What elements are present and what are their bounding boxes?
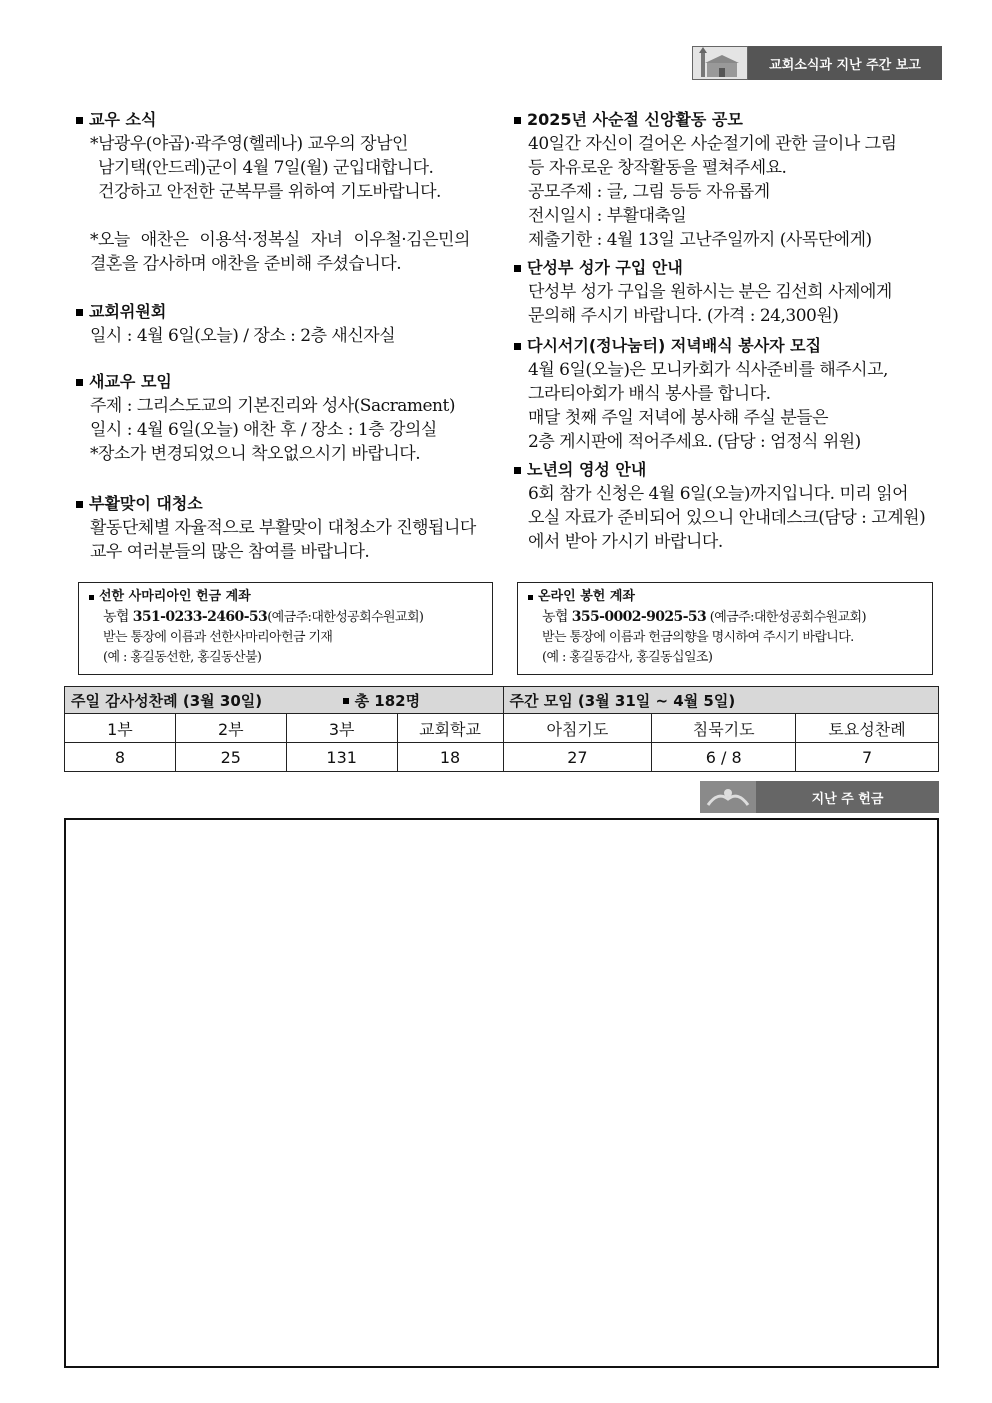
news-section-newcomer	[76, 370, 501, 466]
news-section-committee	[76, 300, 501, 348]
table-cell: 2부	[175, 714, 286, 743]
table-cell: 아침기도	[503, 714, 652, 743]
news-line: 전시일시 : 부활대축일	[528, 206, 687, 226]
table-row	[65, 714, 939, 743]
news-line: *장소가 변경되었으니 착오없으시기 바랍니다.	[90, 444, 421, 464]
table-cell: 7	[796, 743, 939, 772]
bullet-icon	[514, 117, 521, 124]
bullet-icon	[514, 343, 521, 350]
news-section-lent-contest	[514, 108, 939, 252]
table-cell: 토요성찬례	[796, 714, 939, 743]
news-section-hymnal	[514, 256, 939, 328]
news-line: 결혼을 감사하며 애찬을 준비해 주셨습니다.	[90, 254, 402, 274]
bullet-icon	[76, 309, 83, 316]
section-title: 교회소식과 지난 주간 보고	[748, 46, 942, 80]
box-line: (예 : 홍길동선한, 홍길동산불)	[103, 650, 262, 665]
box-line: (예 : 홍길동감사, 홍길동십일조)	[542, 650, 713, 665]
bullet-icon	[514, 265, 521, 272]
news-line: 그라티아회가 배식 봉사를 합니다.	[528, 384, 771, 404]
news-line: 6회 참가 신청은 4월 6일(오늘)까지입니다. 미리 읽어	[528, 484, 909, 504]
section-banner	[692, 46, 942, 80]
box-line: 받는 통장에 이름과 선한사마리아헌금 기재	[103, 630, 333, 645]
news-section-cleaning	[76, 492, 501, 564]
news-line: 일시 : 4월 6일(오늘) / 장소 : 2층 새신자실	[90, 326, 396, 346]
table-cell: 6 / 8	[652, 743, 796, 772]
account-number: 351-0233-2460-53	[132, 609, 268, 625]
table-cell: 25	[175, 743, 286, 772]
news-line: 교우 여러분들의 많은 참여를 바랍니다.	[90, 542, 370, 562]
section-heading: 다시서기(정나눔터) 저녁배식 봉사자 모집	[527, 336, 822, 355]
account-number: 355-0002-9025-53	[571, 609, 707, 625]
samaritan-account-box	[78, 582, 493, 675]
table-cell: 18	[397, 743, 503, 772]
news-line: 등 자유로운 창작활동을 펼쳐주세요.	[528, 158, 787, 178]
bank-name: 농협	[103, 609, 129, 625]
attendance-table	[64, 686, 939, 772]
table-cell: 131	[286, 743, 397, 772]
section-heading: 새교우 모임	[89, 372, 172, 391]
table-header-row	[65, 687, 939, 714]
news-line: 4월 6일(오늘)은 모니카회가 식사준비를 해주시고,	[528, 360, 888, 380]
weekly-meeting-title: 주간 모임 (3월 31일 ~ 4월 5일)	[503, 687, 939, 714]
church-image	[692, 46, 748, 80]
news-line: 문의해 주시기 바랍니다. (가격 : 24,300원)	[528, 306, 839, 326]
news-line: 에서 받아 가시기 바랍니다.	[528, 532, 723, 552]
offering-title: 지난 주 헌금	[756, 781, 939, 813]
news-line: 남기택(안드레)군이 4월 7일(월) 군입대합니다.	[98, 158, 434, 178]
news-line: 2층 게시판에 적어주세요. (담당 : 엄정식 위원)	[528, 432, 861, 452]
sunday-service-title: 주일 감사성찬례 (3월 30일)	[71, 691, 263, 710]
bullet-icon	[76, 501, 83, 508]
section-heading: 노년의 영성 안내	[527, 460, 647, 479]
section-heading: 교회위원회	[89, 302, 167, 321]
table-cell: 27	[503, 743, 652, 772]
table-cell: 3부	[286, 714, 397, 743]
total-count: 총 182명	[354, 691, 421, 710]
news-line: 건강하고 안전한 군복무를 위하여 기도바랍니다.	[98, 182, 441, 202]
news-line: 40일간 자신이 걸어온 사순절기에 관한 글이나 그림	[528, 134, 897, 154]
news-line	[76, 204, 501, 228]
bullet-icon	[76, 379, 83, 386]
news-line: 매달 첫째 주일 저녁에 봉사해 주실 분들은	[528, 408, 829, 428]
news-section-spirituality	[514, 458, 939, 554]
bullet-icon	[89, 595, 94, 600]
news-line: *오늘 애찬은 이용석·정복실 자녀 이우철·김은민의	[90, 230, 470, 250]
news-line: 공모주제 : 글, 그림 등등 자유롭게	[528, 182, 770, 202]
table-cell: 침묵기도	[652, 714, 796, 743]
table-cell: 교회학교	[397, 714, 503, 743]
section-heading: 교우 소식	[89, 110, 157, 129]
section-heading: 부활맞이 대청소	[89, 494, 203, 513]
news-line: *남광우(야곱)·곽주영(헬레나) 교우의 장남인	[90, 134, 408, 154]
table-cell: 1부	[65, 714, 176, 743]
bullet-icon	[528, 595, 533, 600]
news-section-volunteer	[514, 334, 939, 454]
news-line: 활동단체별 자율적으로 부활맞이 대청소가 진행됩니다	[90, 518, 476, 538]
account-holder: (예금주:대한성공회수원교회)	[267, 610, 424, 625]
bullet-icon	[343, 698, 349, 704]
offering-hands-icon	[700, 781, 756, 813]
left-column	[76, 108, 501, 564]
offering-area	[64, 818, 939, 1368]
bullet-icon	[514, 467, 521, 474]
right-column	[514, 108, 939, 554]
online-offering-box	[517, 582, 933, 675]
bullet-icon	[76, 117, 83, 124]
offering-banner	[700, 781, 939, 813]
account-holder: (예금주:대한성공회수원교회)	[706, 610, 866, 625]
news-line: 제출기한 : 4월 13일 고난주일까지 (사목단에게)	[528, 230, 872, 250]
bank-name: 농협	[542, 609, 568, 625]
news-line: 단성부 성가 구입을 원하시는 분은 김선희 사제에게	[528, 282, 892, 302]
section-heading: 단성부 성가 구입 안내	[527, 258, 683, 277]
table-row	[65, 743, 939, 772]
section-heading: 2025년 사순절 신앙활동 공모	[527, 110, 743, 129]
news-line: 오실 자료가 준비되어 있으니 안내데스크(담당 : 고계원)	[528, 508, 926, 528]
box-title: 온라인 봉헌 계좌	[538, 589, 635, 604]
news-line: 주제 : 그리스도교의 기본진리와 성사(Sacrament)	[90, 396, 455, 416]
box-title: 선한 사마리아인 헌금 계좌	[99, 589, 251, 604]
news-line: 일시 : 4월 6일(오늘) 애찬 후 / 장소 : 1층 강의실	[90, 420, 437, 440]
table-cell: 8	[65, 743, 176, 772]
box-line: 받는 통장에 이름과 헌금의향을 명시하여 주시기 바랍니다.	[542, 630, 854, 645]
news-section-member	[76, 108, 501, 276]
